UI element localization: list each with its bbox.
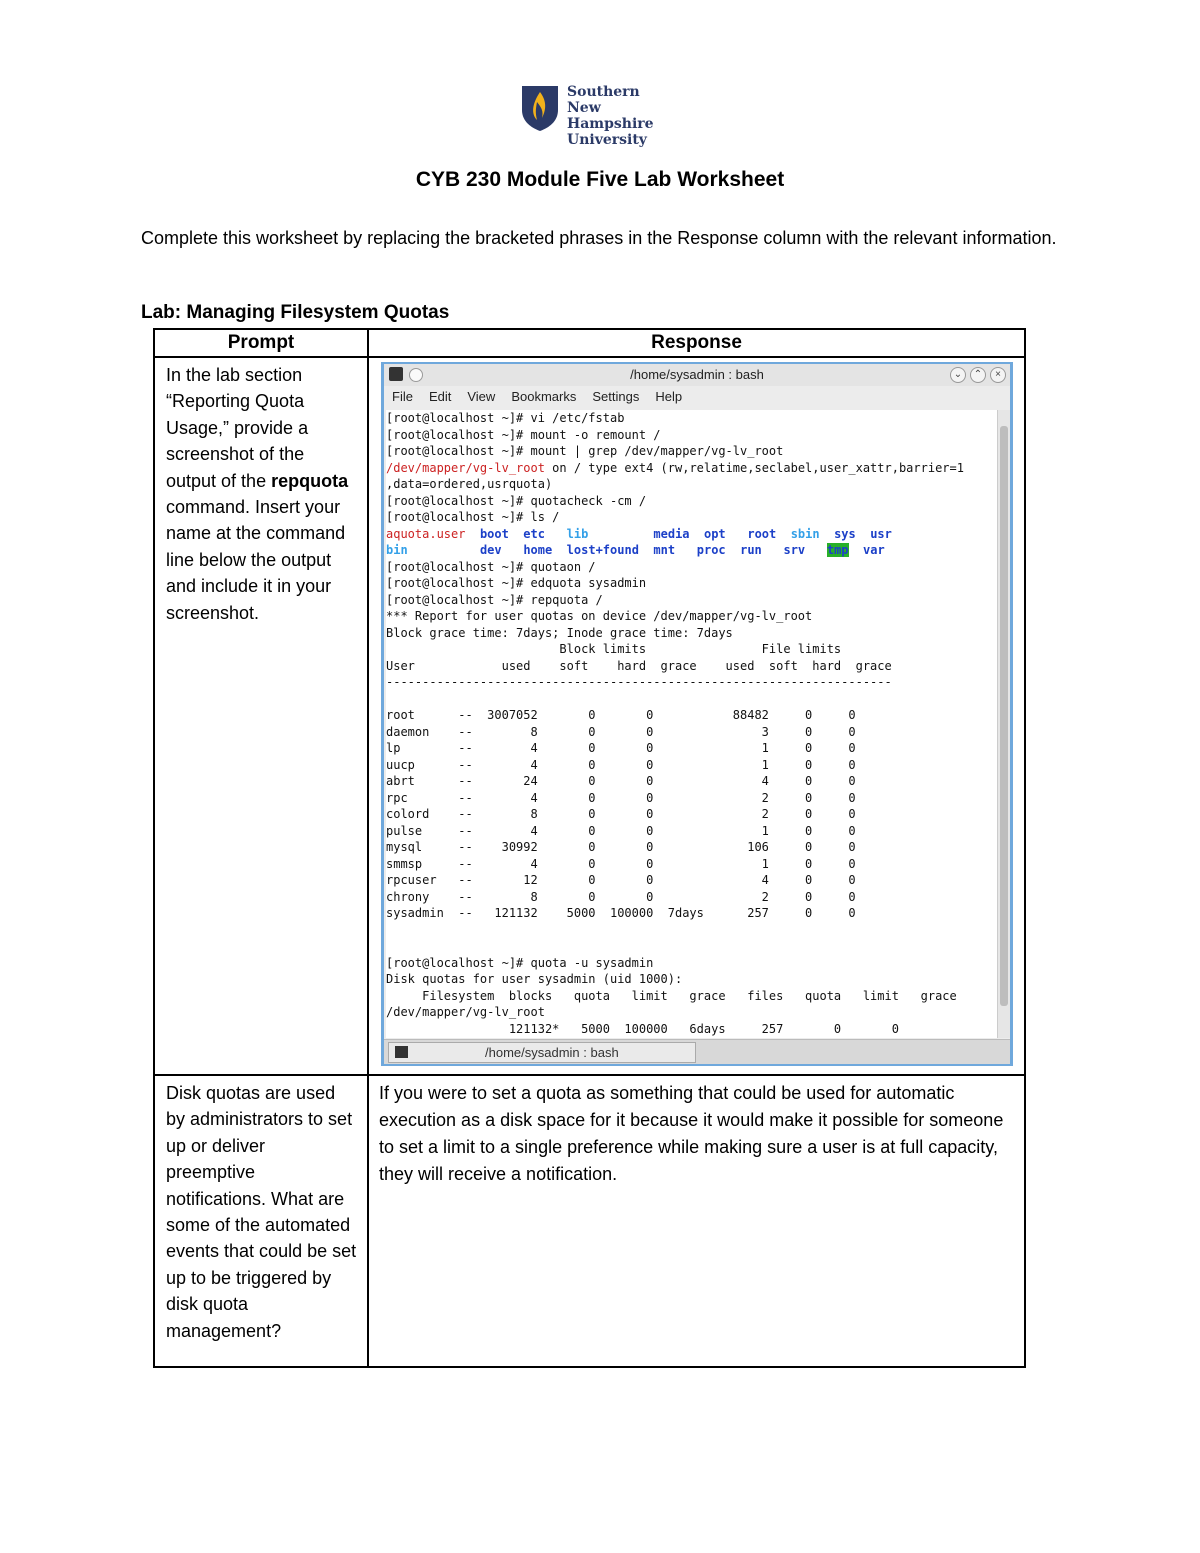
quota-row: rpc -- 4 0 0 2 0 0 xyxy=(386,790,856,805)
table-header-row xyxy=(154,329,1025,357)
response-cell xyxy=(368,357,1025,1075)
response-text: If you were to set a quota as something that could be used for automatic execution as a disk space for it because it would make it possible for someone to set a limit to a single preference while making sure a user is at full capacity, they will receive a notification. xyxy=(379,1083,1004,1184)
terminal-line: [root@localhost ~]# mount -o remount / xyxy=(386,427,661,442)
prompt-cell xyxy=(154,1075,368,1367)
quota-row: smmsp -- 4 0 0 1 0 0 xyxy=(386,856,856,871)
prompt-text-part: In the lab section “Reporting Quota Usage,” provide a screenshot of the output of the xyxy=(166,365,309,491)
terminal-line: on / type ext4 (rw,relatime,seclabel,user_xattr,barrier=1 xyxy=(544,460,964,475)
menu-bookmarks[interactable]: Bookmarks xyxy=(511,389,577,404)
logo-line-3: University xyxy=(567,132,647,148)
ls-dir: run xyxy=(740,543,762,557)
response-cell xyxy=(368,1075,1025,1367)
ls-link: lib xyxy=(566,526,589,541)
ls-dir: sys xyxy=(834,526,856,541)
terminal-line: [root@localhost ~]# repquota / xyxy=(386,592,603,607)
ls-dir: srv xyxy=(783,543,806,557)
ls-dir: root xyxy=(747,526,777,541)
ls-dir: proc xyxy=(696,543,726,557)
menu-view[interactable]: View xyxy=(467,389,496,404)
terminal-line: Filesystem blocks quota limit grace files quota limit grace xyxy=(386,988,957,1003)
ls-dir: boot xyxy=(479,526,509,541)
maximize-icon[interactable]: ⌃ xyxy=(970,367,986,383)
terminal-task-icon xyxy=(395,1046,408,1058)
ls-dir-highlighted: tmp xyxy=(826,543,849,557)
terminal-scrollbar[interactable] xyxy=(997,410,1010,1038)
ls-dir: opt xyxy=(703,526,726,541)
terminal-line: [root@localhost ~]# quotaon / xyxy=(386,559,596,574)
menu-edit[interactable]: Edit xyxy=(428,389,452,404)
table-row xyxy=(154,357,1025,1075)
terminal-line: *** Report for user quotas on device /dev/mapper/vg-lv_root xyxy=(386,609,813,623)
prompt-command-name: repquota xyxy=(271,470,349,491)
terminal-line: [root@localhost ~]# mount | grep /dev/mapper/vg-lv_root xyxy=(386,444,784,458)
ls-dir: lost+found xyxy=(566,543,639,557)
prompt-cell xyxy=(154,357,368,1075)
quota-row: rpcuser -- 12 0 0 4 0 0 xyxy=(386,873,856,887)
quota-row: chrony -- 8 0 0 2 0 0 xyxy=(386,889,856,904)
quota-row: root -- 3007052 0 0 88482 0 0 xyxy=(386,708,856,722)
terminal-screenshot xyxy=(381,362,1013,1066)
ls-dir: var xyxy=(863,543,885,557)
header-response: Response xyxy=(368,329,1025,357)
quota-row: uucp -- 4 0 0 1 0 0 xyxy=(386,757,856,772)
quota-row: lp -- 4 0 0 1 0 0 xyxy=(386,741,856,755)
logo-line-1: Southern xyxy=(567,84,640,100)
terminal-line: 121132* 5000 100000 6days 257 0 0 xyxy=(386,1021,899,1036)
shield-flame-icon xyxy=(520,84,560,132)
close-icon[interactable]: × xyxy=(990,367,1006,383)
logo-text xyxy=(567,84,690,148)
header-prompt: Prompt xyxy=(154,329,368,357)
terminal-line: User used soft hard grace used soft hard grace xyxy=(386,658,892,673)
ls-dir: etc xyxy=(523,526,545,541)
instructions-paragraph: Complete this worksheet by replacing the bracketed phrases in the Response column with the relevant information. xyxy=(141,228,1057,248)
terminal-line: ,data=ordered,usrquota) xyxy=(386,477,553,491)
terminal-titlebar xyxy=(384,364,1010,386)
terminal-line: [root@localhost ~]# ls / xyxy=(386,510,560,524)
terminal-line: [root@localhost ~]# quotacheck -cm / xyxy=(386,493,647,508)
ls-link: sbin xyxy=(790,526,820,541)
worksheet-table xyxy=(153,328,1026,1368)
terminal-line: [root@localhost ~]# vi /etc/fstab xyxy=(386,411,625,425)
terminal-line: [root@localhost ~]# edquota sysadmin xyxy=(386,576,647,590)
prompt-text-part: command. Insert your name at the command line below the output and include it in your screenshot. xyxy=(166,497,346,623)
ls-dir: dev xyxy=(479,543,502,557)
section-title: Lab: Managing Filesystem Quotas xyxy=(141,302,450,323)
terminal-output[interactable] xyxy=(386,410,998,1038)
ls-dir: media xyxy=(653,526,690,541)
quota-row: abrt -- 24 0 0 4 0 0 xyxy=(386,774,856,788)
quota-row: colord -- 8 0 0 2 0 0 xyxy=(386,807,856,821)
minimize-icon[interactable]: ⌄ xyxy=(950,367,966,383)
page-title: CYB 230 Module Five Lab Worksheet xyxy=(415,168,785,191)
terminal-line: Disk quotas for user sysadmin (uid 1000): xyxy=(386,972,683,986)
terminal-window xyxy=(384,364,1010,1064)
taskbar-label: /home/sysadmin : bash xyxy=(485,1045,619,1060)
terminal-line: ---------------------------------------------------------------------- xyxy=(386,675,892,689)
terminal-menubar xyxy=(384,386,1010,408)
terminal-line: Block grace time: 7days; Inode grace time: 7days xyxy=(386,625,733,640)
terminal-line: [root@localhost ~]# quota -u sysadmin xyxy=(386,955,654,970)
table-row xyxy=(154,1075,1025,1367)
menu-file[interactable]: File xyxy=(392,389,413,404)
quota-row: mysql -- 30992 0 0 106 0 0 xyxy=(386,840,856,854)
prompt-text xyxy=(155,358,367,626)
scrollbar-thumb[interactable] xyxy=(1000,426,1008,1006)
ls-dir: home xyxy=(523,543,553,557)
quota-row: daemon -- 8 0 0 3 0 0 xyxy=(386,724,856,739)
logo-line-2: New Hampshire xyxy=(567,100,654,132)
quota-row: sysadmin -- 121132 5000 100000 7days 257 0 0 xyxy=(386,906,856,920)
terminal-line: Block limits File limits xyxy=(386,642,842,656)
ls-dir: usr xyxy=(870,526,892,541)
menu-help[interactable]: Help xyxy=(655,389,683,404)
terminal-window-title: /home/sysadmin : bash xyxy=(630,367,764,382)
ls-dir: mnt xyxy=(653,543,676,557)
terminal-line: /dev/mapper/vg-lv_root xyxy=(386,1005,545,1019)
taskbar-terminal-button[interactable] xyxy=(388,1042,696,1063)
ls-file: aquota.user xyxy=(386,526,466,541)
university-logo xyxy=(520,84,690,148)
prompt-text: Disk quotas are used by administrators to set up or deliver preemptive notifications. What are some of the automated events that could be set up to be triggered by disk quota management? xyxy=(166,1083,357,1341)
menu-settings[interactable]: Settings xyxy=(592,389,640,404)
ls-link: bin xyxy=(386,543,408,557)
quota-row: pulse -- 4 0 0 1 0 0 xyxy=(386,823,856,838)
taskbar xyxy=(384,1039,1010,1064)
terminal-device-path: /dev/mapper/vg-lv_root xyxy=(386,460,545,475)
